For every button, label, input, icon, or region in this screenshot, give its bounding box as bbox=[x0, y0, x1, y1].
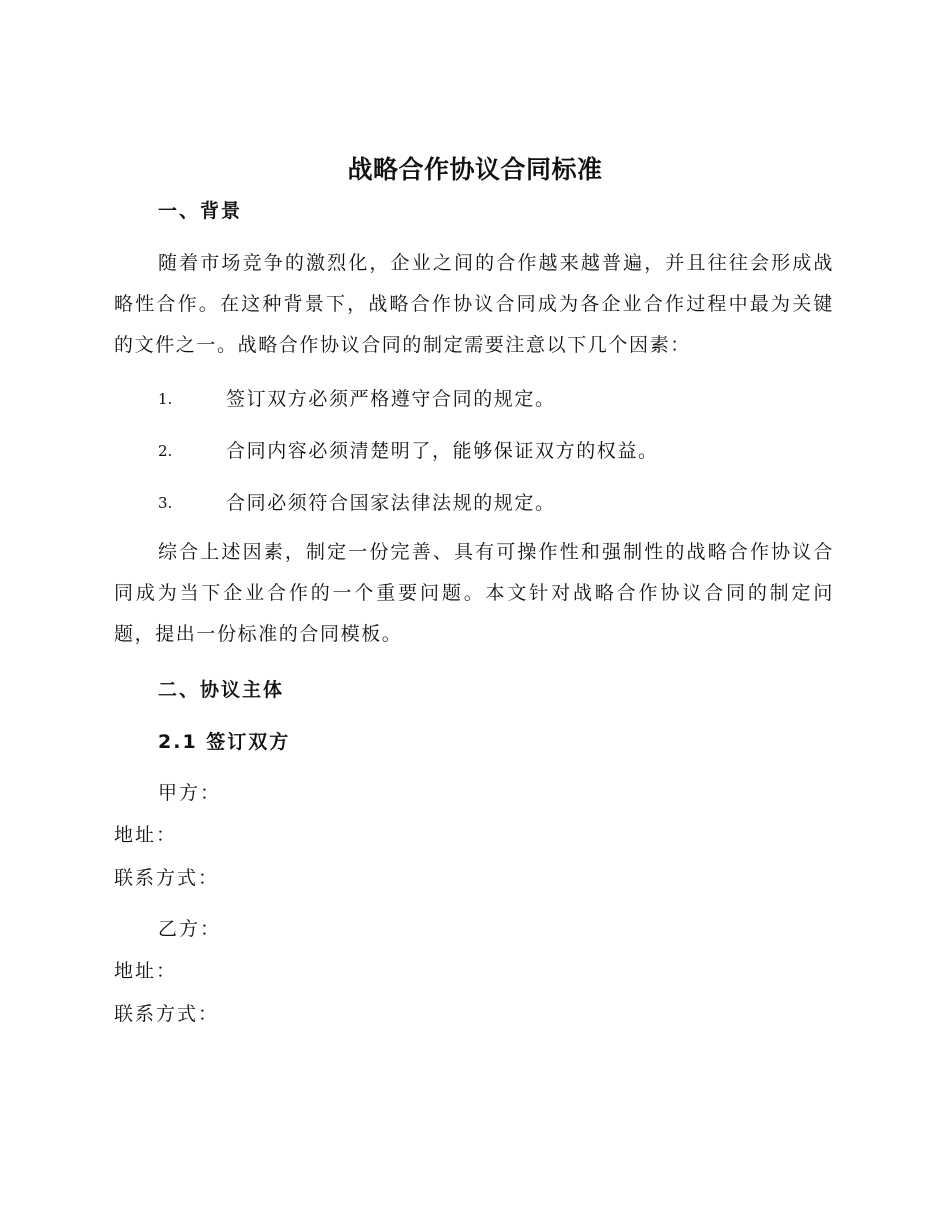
list-item bbox=[158, 487, 838, 519]
section-heading-agreement: 二、协议主体 bbox=[158, 679, 285, 701]
section-heading-background: 一、背景 bbox=[158, 200, 243, 222]
party-a-address-label: 地址： bbox=[114, 824, 178, 846]
party-b-address-label: 地址： bbox=[114, 960, 178, 982]
party-b-label: 乙方： bbox=[158, 918, 222, 940]
list-item-number: 1. bbox=[158, 390, 173, 408]
document-title: 战略合作协议合同标准 bbox=[347, 155, 603, 184]
list-item-text: 合同内容必须清楚明了，能够保证双方的权益。 bbox=[226, 440, 659, 462]
background-intro-paragraph: 随着市场竞争的激烈化，企业之间的合作越来越普遍，并且往往会形成战略性合作。在这种背景下，战略合作协议合同成为各企业合作过程中最为关键的文件之一。战略合作协议合同的制定需要注意以下几个因素： bbox=[114, 252, 834, 356]
subsection-heading-parties: 2.1 签订双方 bbox=[158, 731, 291, 753]
party-a-label: 甲方： bbox=[158, 782, 222, 804]
list-item-number: 2. bbox=[158, 442, 173, 460]
party-b-contact-label: 联系方式： bbox=[114, 1003, 220, 1025]
list-item bbox=[158, 383, 838, 415]
list-item-text: 签订双方必须严格遵守合同的规定。 bbox=[226, 388, 556, 410]
list-item-number: 3. bbox=[158, 494, 173, 512]
background-conclusion-paragraph: 综合上述因素，制定一份完善、具有可操作性和强制性的战略合作协议合同成为当下企业合作的一个重要问题。本文针对战略合作协议合同的制定问题，提出一份标准的合同模板。 bbox=[114, 541, 834, 645]
list-item-text: 合同必须符合国家法律法规的规定。 bbox=[226, 492, 556, 514]
list-item bbox=[158, 435, 838, 467]
party-a-contact-label: 联系方式： bbox=[114, 867, 220, 889]
